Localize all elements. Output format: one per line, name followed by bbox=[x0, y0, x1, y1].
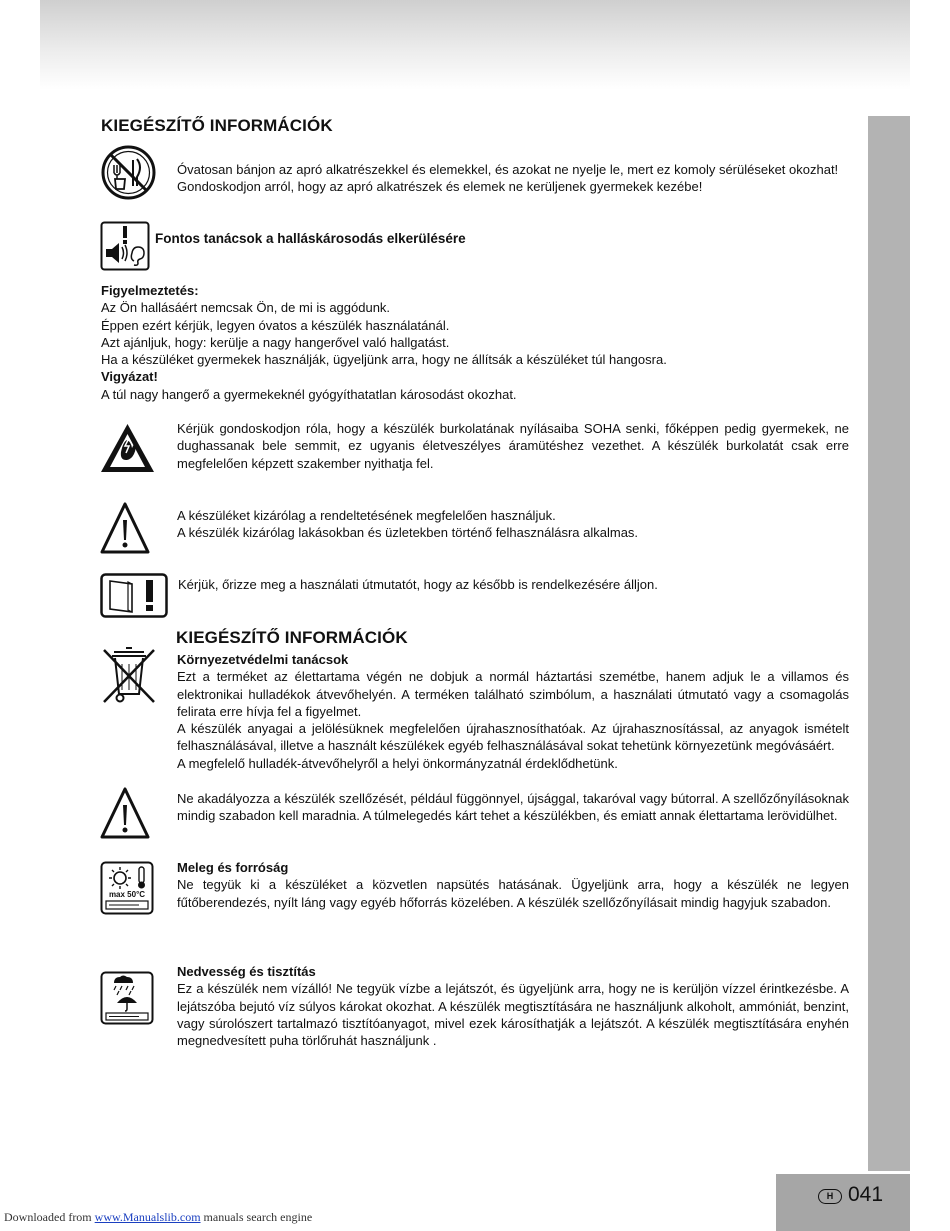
small-parts-line: Gondoskodjon arról, hogy az apró alkatrészek és elemek ne kerüljenek gyermekek kezébe! bbox=[177, 179, 703, 195]
manual-text: Kérjük, őrizze meg a használati útmutatót, hogy az később is rendelkezésére álljon. bbox=[178, 577, 658, 592]
download-footer bbox=[4, 1210, 312, 1225]
crossed-bin-icon bbox=[100, 644, 158, 706]
environment-paragraph: Ezt a terméket az élettartama végén ne dobjuk a normál háztartási szemétbe, hanem adjuk le a villamos és elektronikai hulladékok átvevőhelyén. A terméken található szimbólum, a használati útmutató vagy a csomagolás felirata erre hívja fel a figyelmet. bbox=[177, 669, 849, 719]
heat-text: Ne tegyük ki a készüléket a közvetlen napsütés hatásának. Ügyeljünk arra, hogy a készülék ne legyen fűtőberendezés, nyílt láng vagy egyéb hőforrás közelében. A készülék szellőzőnyílásait mindig hagyjuk szabadon. bbox=[177, 877, 849, 910]
environment-paragraph: A megfelelő hulladék-átvevőhelyről a helyi önkormányzatnál érdeklődhetünk. bbox=[177, 755, 618, 771]
moisture-block bbox=[177, 963, 849, 1049]
hearing-block bbox=[101, 282, 861, 403]
usage-line: A készüléket kizárólag a rendeltetésének megfelelően használjuk. bbox=[177, 508, 556, 523]
shock-text: Kérjük gondoskodjon róla, hogy a készülék burkolatának nyílásaiba SOHA senki, főképpen pedig gyermekek, ne dughassanak bele semmit, ez ugyanis életveszélyes áramütéshez vezethet. A készülék burkolatát csak erre megfelelően képzett szakember nyithatja fel. bbox=[177, 421, 849, 471]
footer-suffix: manuals search engine bbox=[200, 1210, 313, 1224]
environment-title: Környezetvédelmi tanácsok bbox=[177, 652, 349, 667]
hearing-line: Az Ön hallásáért nemcsak Ön, de mi is aggódunk. bbox=[101, 300, 391, 316]
side-band bbox=[868, 116, 910, 1171]
warning-label: Figyelmeztetés: bbox=[101, 283, 199, 298]
electric-shock-warning-icon bbox=[99, 422, 156, 474]
manual-book-icon bbox=[100, 573, 168, 618]
footer-prefix: Downloaded from bbox=[4, 1210, 95, 1224]
warning-triangle-icon bbox=[100, 787, 150, 840]
section-title: KIEGÉSZÍTŐ INFORMÁCIÓK bbox=[176, 628, 408, 647]
moisture-title: Nedvesség és tisztítás bbox=[177, 964, 316, 979]
hearing-title: Fontos tanácsok a halláskárosodás elkerülésére bbox=[155, 231, 466, 246]
warning-triangle-icon bbox=[100, 502, 150, 555]
heat-block bbox=[177, 859, 849, 911]
usage-line: A készülék kizárólag lakásokban és üzletekben történő felhasználásra alkalmas. bbox=[177, 525, 639, 541]
hearing-line: Azt ajánljuk, hogy: kerülje a nagy hangerővel való hallgatást. bbox=[101, 334, 450, 350]
ventilation-text: Ne akadályozza a készülék szellőzését, például függönnyel, újsággal, takaróval vagy bútorral. A szellőzőnyílásoknak mindig szabadon kell maradnia. A túlmelegedés kárt tehet a készülékben, és emiatt annak élettartama lerövidülhet. bbox=[177, 791, 849, 824]
heat-title: Meleg és forróság bbox=[177, 860, 289, 875]
small-parts-line: Óvatosan bánjon az apró alkatrészekkel és elemekkel, és azokat ne nyelje le, mert ez komoly sérüléseket okozhat! bbox=[177, 162, 839, 177]
caution-text: A túl nagy hangerő a gyermekeknél gyógyíthatatlan károsodást okozhat. bbox=[101, 386, 517, 402]
page-number-box bbox=[776, 1174, 910, 1231]
rain-umbrella-icon bbox=[100, 971, 154, 1025]
language-badge: H bbox=[818, 1189, 842, 1204]
section-title: KIEGÉSZÍTŐ INFORMÁCIÓK bbox=[101, 116, 333, 135]
hearing-line: Éppen ezért kérjük, legyen óvatos a készülék használatánál. bbox=[101, 317, 450, 333]
caution-label: Vigyázat! bbox=[101, 369, 158, 385]
page-number: 041 bbox=[848, 1183, 884, 1206]
manualslib-link[interactable]: www.Manualslib.com bbox=[94, 1210, 201, 1224]
header-band bbox=[40, 0, 910, 90]
small-parts-text bbox=[177, 161, 867, 196]
hearing-line: Ha a készüléket gyermekek használják, ügyeljünk arra, hogy ne állítsák a készüléket túl hangosra. bbox=[101, 352, 667, 368]
usage-text bbox=[177, 507, 857, 542]
environment-paragraph: A készülék anyagai a jelölésüknek megfelelően újrahasznosíthatóak. Az újrahasznosítással, az anyagok ismételt felhasználásával, illetve a használt készülékek egyéb felhasználásával sokat tehetünk környezetünk megóvásáért. bbox=[177, 721, 849, 754]
no-eating-icon bbox=[101, 145, 156, 200]
heat-sun-icon bbox=[100, 861, 154, 915]
moisture-text: Ez a készülék nem vízálló! Ne tegyük vízbe a lejátszót, és ügyeljünk arra, hogy ne is kerüljön vízzel érintkezésbe. A lejátszóba bejutó víz súlyos károkat okozhat. A készülék megtisztítására ne használjunk alkoholt, ammóniát, benzint, vagy súrolószert tartalmazó tisztítóanyagot, mivel ezek károsíthatják a lejátszót. A készülék megtisztítására enyhén megnedvesített puha törlőruhát használjunk . bbox=[177, 981, 849, 1049]
heat-icon-label: max 50°C bbox=[108, 890, 146, 899]
environment-block bbox=[177, 651, 849, 772]
hearing-warning-icon bbox=[100, 221, 150, 271]
